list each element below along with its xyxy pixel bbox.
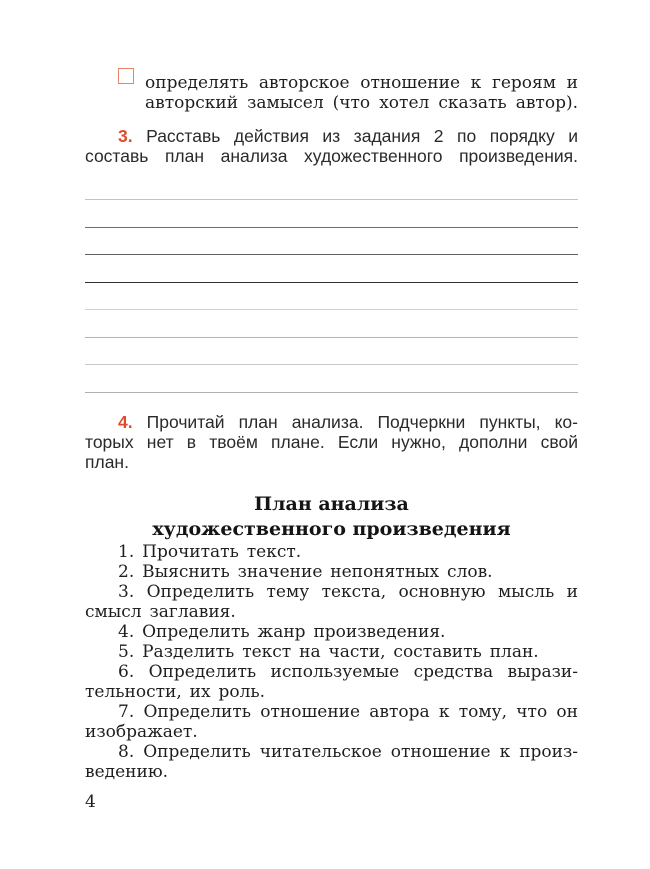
task-4-number: 4. (118, 411, 133, 432)
plan-list (85, 542, 578, 782)
plan-item-line: ведению. (85, 761, 169, 782)
writing-line (85, 365, 578, 393)
plan-item-line: 1. Прочитать текст. (118, 541, 302, 562)
task-3-line: составь план анализа художественного произведения. (85, 146, 578, 166)
task-4-line (85, 412, 578, 432)
writing-line (85, 228, 578, 256)
page-content (85, 0, 578, 782)
plan-item (85, 542, 578, 562)
plan-title-line: художественного произведения (152, 517, 511, 540)
writing-line (85, 283, 578, 311)
writing-lines-area (85, 166, 578, 393)
checklist-item-text: определять авторское отношение к героям и (145, 73, 578, 93)
plan-item (85, 662, 578, 702)
task-4 (85, 412, 578, 472)
plan-item-line: 6. Определить используемые средства вырази- (118, 661, 578, 682)
plan-item-line: 3. Определить тему текста, основную мысль и (118, 581, 578, 602)
plan-item (85, 562, 578, 582)
writing-line (85, 310, 578, 338)
plan-item-line: 4. Определить жанр произведения. (118, 621, 446, 642)
empty-checkbox-icon[interactable] (118, 68, 134, 84)
task-4-line: план. (85, 451, 129, 472)
plan-title (85, 492, 578, 542)
plan-item-line: смысл заглавия. (85, 601, 236, 622)
page-number: 4 (85, 792, 96, 812)
plan-item (85, 642, 578, 662)
plan-item (85, 582, 578, 622)
writing-line (85, 200, 578, 228)
writing-line (85, 255, 578, 283)
task-3-number: 3. (118, 126, 133, 146)
plan-item (85, 622, 578, 642)
task-3 (85, 126, 578, 166)
task-4-line: торых нет в твоём плане. Если нужно, дополни свой (85, 431, 578, 452)
task-3-text: Расставь действия из задания 2 по порядку и (146, 126, 578, 146)
checklist-item-text: авторский замысел (что хотел сказать автор). (145, 93, 578, 113)
plan-item-line: 8. Определить читательское отношение к произ- (118, 741, 578, 762)
writing-line (85, 166, 578, 200)
plan-item-line: 7. Определить отношение автора к тому, что он (118, 701, 578, 722)
plan-item-line: тельности, их роль. (85, 681, 266, 702)
plan-item-line: изображает. (85, 721, 198, 742)
task-3-line (85, 126, 578, 146)
plan-item-line: 5. Разделить текст на части, составить план. (118, 641, 539, 662)
plan-item-line: 2. Выяснить значение непонятных слов. (118, 561, 493, 582)
checklist-item (85, 73, 578, 113)
plan-item (85, 742, 578, 782)
task-4-text: Прочитай план анализа. Подчеркни пункты, ко- (146, 411, 578, 432)
plan-title-line: План анализа (254, 492, 409, 515)
plan-item (85, 702, 578, 742)
writing-line (85, 338, 578, 366)
